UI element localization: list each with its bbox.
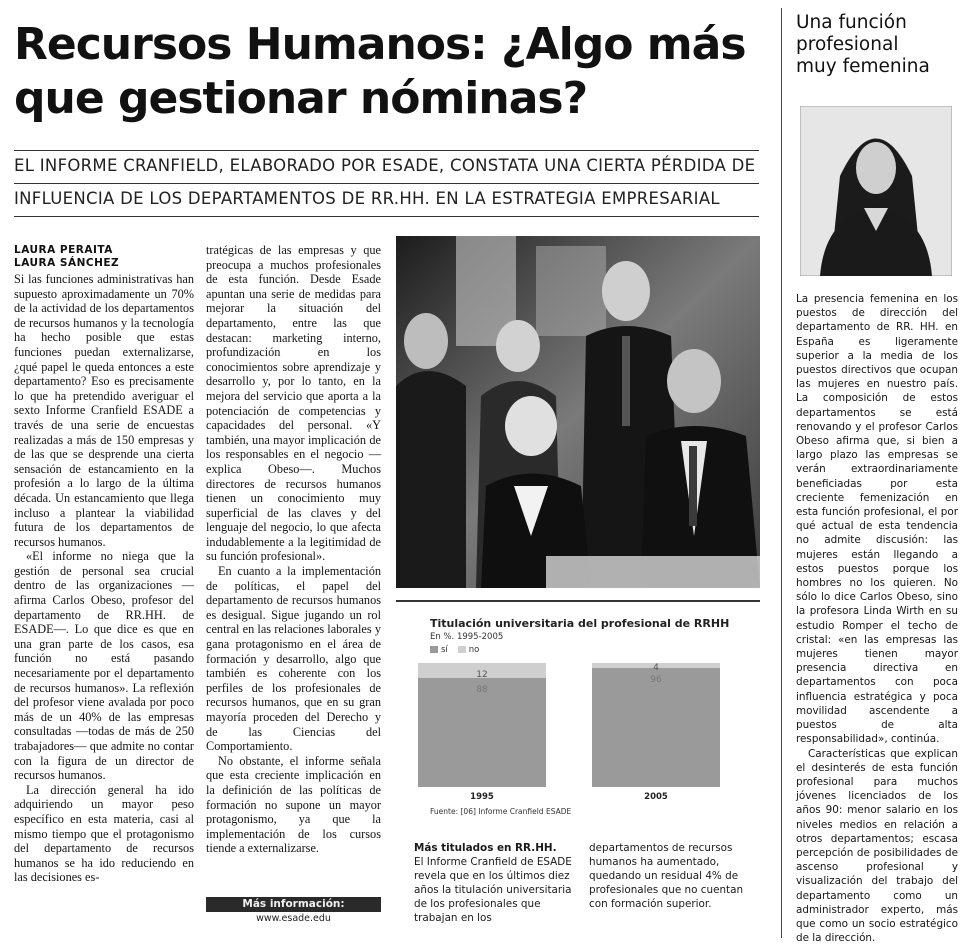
author-2: LAURA SÁNCHEZ: [14, 257, 120, 269]
portrait-illustration: [800, 106, 952, 276]
deck-rule-bottom: [14, 216, 759, 217]
deck-rule-middle: [14, 183, 759, 184]
deck-rule-top: [14, 150, 759, 151]
data-label-no-2005: 4: [653, 663, 659, 673]
chart-legend: [430, 645, 479, 655]
headline: [14, 18, 774, 126]
paragraph: «El informe no niega que la gestión de personal sea crucial dentro de las organizaciones —afirma Carlos Obeso, profesor del departamento de RR.HH. de ESADE—. Lo que dice es que en una gran parte de los casos, esa función no está pasando necesariamente por el departamento de recursos humanos». La reflexión del profesor viene avalada por poco más de un 40% de las empresas consultadas —todas de más de 250 trabajadores— que admite no contar con la figura de un director de recursos humanos.: [14, 549, 194, 783]
data-label-no-1995: 12: [476, 669, 488, 680]
chart-caption-col-1: [414, 842, 576, 925]
chart-caption-text-1: El Informe Cranfield de ESADE revela que en los últimos diez años la titulación universitaria de los profesionales que trabajan en los: [414, 855, 572, 924]
legend-swatch-no: [458, 646, 466, 653]
chart-caption-col-2: [589, 842, 754, 912]
author-1: LAURA PERAITA: [14, 244, 113, 256]
chart-subtitle: En %. 1995-2005: [430, 632, 504, 642]
deck-line-1: EL INFORME CRANFIELD, ELABORADO POR ESADE, CONSTATA UNA CIERTA PÉRDIDA DE: [14, 156, 756, 175]
chart-source: Fuente: [06] Informe Cranfield ESADE: [430, 807, 572, 816]
chart-caption-text-2: departamentos de recursos humanos ha aumentado, quedando un residual 4% de profesionales que no cuentan con formación superior.: [589, 842, 744, 910]
data-label-si-2005: 96: [650, 674, 662, 685]
paragraph: tratégicas de las empresas y que preocupa a muchos profesionales de esta función. Desde Esade apuntan una serie de medidas para mejorar la situación del departamento, entre las que destacan: marketing interno, profundización en los conocimientos sobre aprendizaje y desarrollo y, por lo tanto, en la mejora del servicio que aporta a la potenciación de competencias y capacidades del personal. «Y también, una mayor implicación de los responsables en el negocio —explica Obeso—. Muchos directores de recursos humanos tienen un conocimiento muy superficial de las claves y del lenguaje del negocio, lo que afecta indudablemente a la legitimidad de su función profesional».: [206, 243, 381, 564]
body-column-1: [14, 272, 194, 885]
group-photo: [396, 236, 760, 588]
sidebar-portrait-photo: [800, 106, 952, 276]
headline-line-1: Recursos Humanos: ¿Algo más: [14, 19, 746, 70]
sidebar-paragraph: La presencia femenina en los puestos de dirección del departamento de RR. HH. en España es ligeramente superior a la media de los puestos directivos que ocupan las mujeres en nuestro país. La composición de estos departamentos se está renovando y el profesor Carlos Obeso afirma que, si bien a largo plazo las empresas se verán extraordinariamente beneficiadas por esta creciente femenización en esta función profesional, el por qué actual de esta tendencia no admite discusión: las mujeres están llegando a estos puestos porque los hombres no los quieren. No sólo lo dice Carlos Obeso, sino la profesora Linda Wirth en su estudio Romper el techo de cristal: «en las empresas las mujeres tienen mayor presencia directiva en departamentos con poca influencia estratégica y poca movilidad ascendente a puestos de alta responsabilidad», continúa.: [796, 293, 958, 746]
byline: [14, 244, 194, 270]
paragraph: La dirección general ha ido adquiriendo un mayor peso específico en esta materia, casi al mismo tiempo que el protagonismo del departamento de recursos humanos se ha ido reduciendo en las decisiones es-: [14, 782, 194, 885]
paragraph: Si las funciones administrativas han supuesto aproximadamente un 70% de la actividad de los departamentos de recursos humanos y la tecnología ha hecho posible que estas funciones puedan externalizarse, ¿qué papel le queda entonces a este departamento? Eso es precisamente lo que ha pretendido averiguar el sexto Informe Cranfield ESADE a través de una serie de encuestas realizadas a más de 150 empresas y de las que se desprende una cierta sensación de estancamiento en la profesión a lo largo de la última década. Un estancamiento que llega incluso a plantear la viabilidad futura de los departamentos de recursos humanos.: [14, 272, 194, 549]
paragraph: No obstante, el informe señala que esta creciente implicación en la definición de las políticas de formación no supone un mayor protagonismo, ya que la implementación de los cursos tiende a externalizarse.: [206, 753, 381, 856]
headline-line-2: que gestionar nóminas?: [14, 73, 588, 124]
category-label-1995: 1995: [470, 792, 494, 802]
legend-item-si: [430, 645, 448, 655]
sidebar-body: [796, 292, 958, 945]
bar-si-2005: [592, 668, 720, 787]
group-photo-illustration: [396, 236, 760, 588]
deck-line-2: INFLUENCIA DE LOS DEPARTAMENTOS DE RR.HH. EN LA ESTRATEGIA EMPRESARIAL: [14, 189, 720, 208]
body-column-2: [206, 243, 381, 856]
paragraph: En cuanto a la implementación de políticas, el papel del departamento de recursos humanos es desigual. Sigue jugando un rol central en las relaciones laborales y gana protagonismo en el área de formación y desarrollo, algo que también es coherente con los perfiles de los profesionales de recursos humanos, que en su gran mayoría proceden del Derecho y de las Ciencias del Comportamiento.: [206, 564, 381, 754]
legend-label-si: sí: [441, 645, 448, 655]
sidebar-title-line-1: Una función: [796, 12, 907, 33]
sidebar-title-line-2: profesional: [796, 34, 899, 55]
sidebar-separator: [781, 8, 782, 938]
data-label-si-1995: 88: [476, 684, 488, 695]
sidebar-title-line-3: muy femenina: [796, 56, 930, 77]
legend-swatch-si: [430, 646, 438, 653]
more-info-url[interactable]: www.esade.edu: [256, 913, 331, 924]
category-label-2005: 2005: [644, 792, 668, 802]
legend-label-no: no: [468, 645, 480, 655]
sidebar-title: [796, 12, 961, 78]
legend-item-no: [458, 645, 480, 655]
more-info-bar: Más información:: [206, 897, 381, 912]
sidebar-paragraph: Características que explican el desinterés de esta función profesional para muchos jóvenes licenciados de los años 90: menor salario en los niveles medios en relación a otros departamentos; escasa percepción de posibilidades de ascenso profesional y visualización del trabajo del departamento como un administrador experto, más que como un socio estratégico de la dirección.: [796, 747, 958, 945]
chart-caption-title: Más titulados en RR.HH.: [414, 842, 557, 854]
chart-title: Titulación universitaria del profesional de RRHH: [430, 617, 730, 630]
chart-plot: [396, 655, 760, 805]
